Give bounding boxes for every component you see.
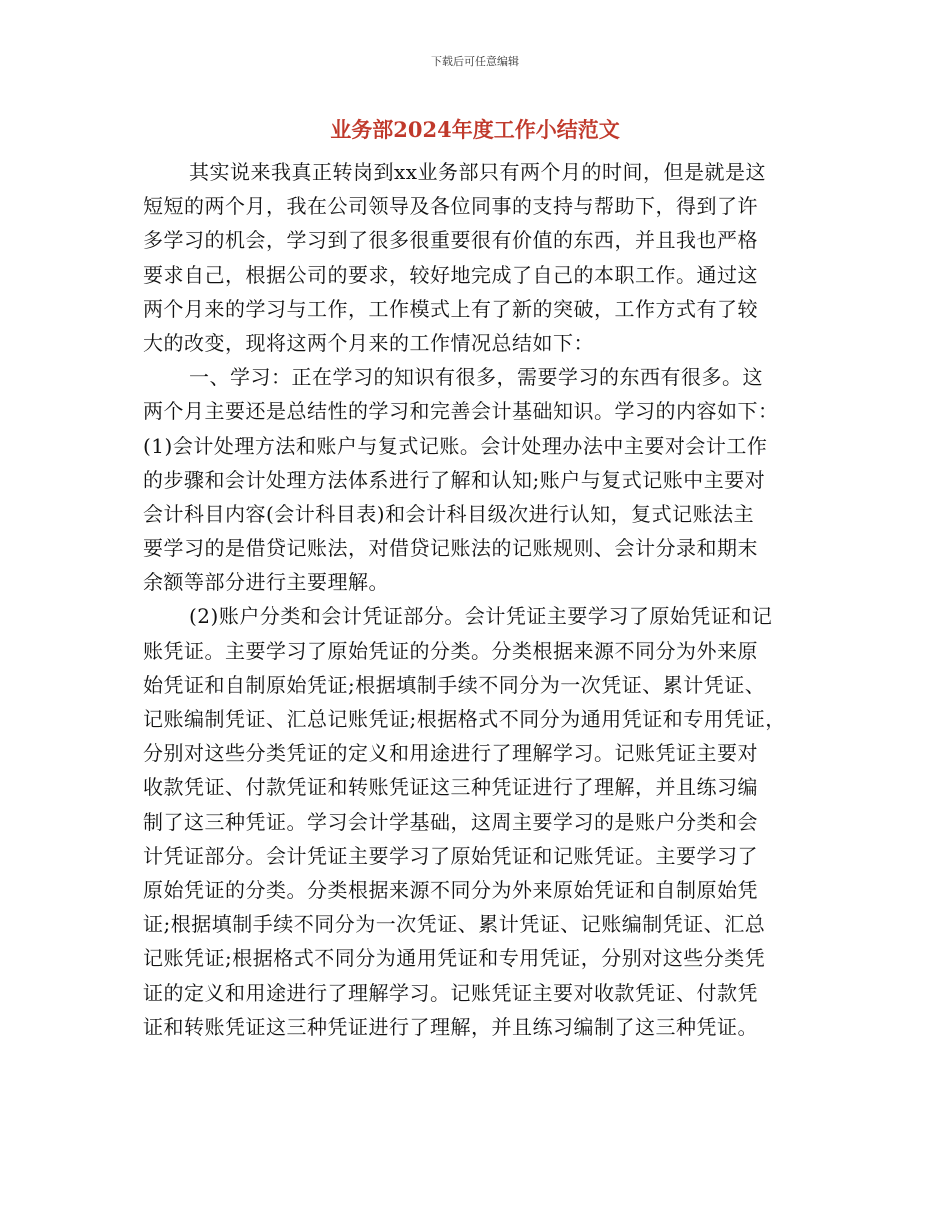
body-line: 证和转账凭证这三种凭证进行了理解，并且练习编制了这三种凭证。 (143, 1014, 758, 1039)
header-note: 下载后可任意编辑 (431, 55, 519, 68)
body-line: 原始凭证的分类。分类根据来源不同分为外来原始凭证和自制原始凭 (143, 877, 758, 902)
body-line: 分别对这些分类凭证的定义和用途进行了理解学习。记账凭证主要对 (143, 741, 758, 766)
body-line: 记账编制凭证、汇总记账凭证;根据格式不同分为通用凭证和专用凭证， (143, 707, 786, 731)
body-line: (2)账户分类和会计凭证部分。会计凭证主要学习了原始凭证和记 (189, 604, 773, 629)
body-line: 的步骤和会计处理方法体系进行了解和认知;账户与复式记账中主要对 (143, 467, 766, 492)
body-line: 两个月来的学习与工作，工作模式上有了新的突破，工作方式有了较 (143, 296, 758, 321)
body-line: 两个月主要还是总结性的学习和完善会计基础知识。学习的内容如下： (143, 399, 779, 424)
body-line: 证的定义和用途进行了理解学习。记账凭证主要对收款凭证、付款凭 (143, 980, 758, 1005)
body-line: 证;根据填制手续不同分为一次凭证、累计凭证、记账编制凭证、汇总 (143, 912, 766, 937)
body-line: 收款凭证、付款凭证和转账凭证这三种凭证进行了理解，并且练习编 (143, 775, 758, 800)
body-line: 账凭证。主要学习了原始凭证的分类。分类根据来源不同分为外来原 (143, 638, 758, 663)
body-line: 余额等部分进行主要理解。 (143, 570, 389, 595)
body-line: 短短的两个月，我在公司领导及各位同事的支持与帮助下，得到了许 (143, 194, 758, 219)
body-line: 记账凭证;根据格式不同分为通用凭证和专用凭证，分别对这些分类凭 (143, 946, 766, 971)
body-line: 其实说来我真正转岗到xx业务部只有两个月的时间，但是就是这 (189, 160, 767, 184)
body-line: 计凭证部分。会计凭证主要学习了原始凭证和记账凭证。主要学习了 (143, 843, 758, 868)
body-line: 制了这三种凭证。学习会计学基础，这周主要学习的是账户分类和会 (143, 809, 758, 834)
body-line: 会计科目内容(会计科目表)和会计科目级次进行认知，复式记账法主 (143, 501, 755, 526)
body-line: 多学习的机会，学习到了很多很重要很有价值的东西，并且我也严格 (143, 228, 758, 253)
document-body (143, 155, 815, 1044)
document-title: 业务部2024年度工作小结范文 (330, 117, 620, 142)
body-line: (1)会计处理方法和账户与复式记账。会计处理办法中主要对会计工作 (143, 433, 768, 458)
body-line: 大的改变，现将这两个月来的工作情况总结如下： (143, 330, 594, 355)
body-line: 始凭证和自制原始凭证;根据填制手续不同分为一次凭证、累计凭证、 (143, 672, 766, 697)
body-line: 要学习的是借贷记账法，对借贷记账法的记账规则、会计分录和期末 (143, 536, 758, 561)
body-line: 一、学习：正在学习的知识有很多，需要学习的东西有很多。这 (189, 365, 763, 390)
body-line: 要求自己，根据公司的要求，较好地完成了自己的本职工作。通过这 (143, 262, 758, 287)
